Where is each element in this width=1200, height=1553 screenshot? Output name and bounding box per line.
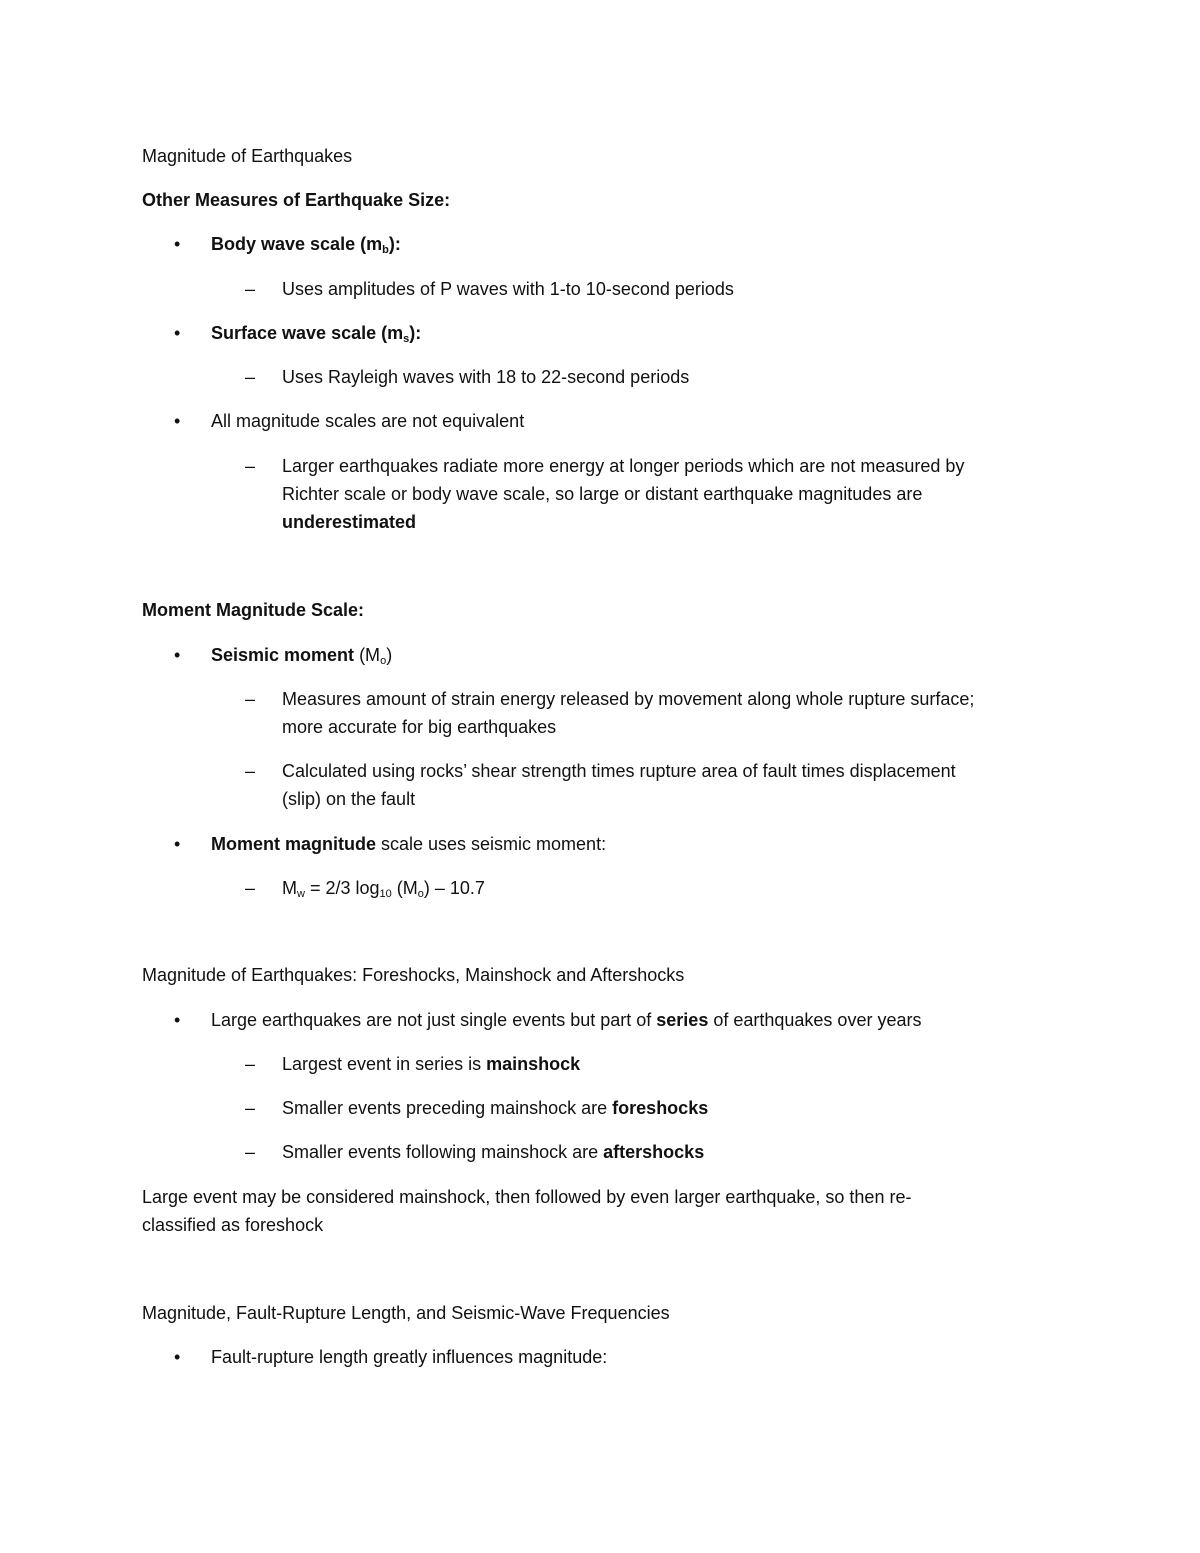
paragraph-reclassified-line2: classified as foreshock [142,1215,324,1235]
dash-icon: – [245,456,256,476]
bullet-icon: • [174,645,181,665]
paragraph-reclassified-line1: Large event may be considered mainshock, then followed by even larger earthquake, so then re- [142,1187,912,1207]
bullet-surface-wave-scale: Surface wave scale $(m_s)$: [211,323,422,345]
subitem-larger-earthquakes-line2: Richter scale or body wave scale, so large or distant earthquake magnitudes are [282,484,923,504]
bullet-icon: • [174,323,181,343]
subitem-calculated-line2: (slip) on the fault [282,789,416,809]
subitem-larger-earthquakes-line1: Larger earthquakes radiate more energy at longer periods which are not measured by [282,456,965,476]
dash-icon: – [245,1054,256,1074]
bullet-series-of-earthquakes: Large earthquakes are not just single events but part of series of earthquakes over years [211,1010,922,1030]
bullet-icon: • [174,1347,181,1367]
subitem-larger-earthquakes-line3: underestimated [282,512,417,532]
section-heading-other-measures: Other Measures of Earthquake Size: [142,190,451,210]
bullet-fault-rupture-length: Fault-rupture length greatly influences magnitude: [211,1347,608,1367]
dash-icon: – [245,761,256,781]
subitem-aftershocks: Smaller events following mainshock are aftershocks [282,1142,705,1162]
section-heading-foreshocks: Magnitude of Earthquakes: Foreshocks, Mainshock and Aftershocks [142,965,685,985]
section-heading-moment-magnitude: Moment Magnitude Scale: [142,600,365,620]
document-title: Magnitude of Earthquakes [142,146,353,166]
dash-icon: – [245,1098,256,1118]
bullet-scales-not-equivalent: All magnitude scales are not equivalent [211,411,525,431]
dash-icon: – [245,878,256,898]
section-heading-fault-rupture: Magnitude, Fault-Rupture Length, and Seismic-Wave Frequencies [142,1303,670,1323]
subitem-surface-wave-desc: Uses Rayleigh waves with 18 to 22-second periods [282,367,690,387]
subitem-strain-energy-line1: Measures amount of strain energy released by movement along whole rupture surface; [282,689,975,709]
dash-icon: – [245,689,256,709]
subitem-strain-energy-line2: more accurate for big earthquakes [282,717,557,737]
bullet-icon: • [174,834,181,854]
dash-icon: – [245,279,256,299]
subitem-foreshocks: Smaller events preceding mainshock are foreshocks [282,1098,709,1118]
formula-moment-magnitude: $M_w = 2/3$ $\log_{10} (M_o) - 10.7$ [282,878,485,900]
bullet-body-wave-scale: Body wave scale $(m_b)$: [211,234,401,256]
subitem-body-wave-desc: Uses amplitudes of P waves with 1-to 10-second periods [282,279,734,299]
bullet-icon: • [174,1010,181,1030]
bullet-seismic-moment: Seismic moment $(M_o)$ [211,645,393,667]
dash-icon: – [245,367,256,387]
subitem-mainshock: Largest event in series is mainshock [282,1054,581,1074]
bullet-moment-magnitude-scale: Moment magnitude scale uses seismic moment: [211,834,607,854]
bullet-icon: • [174,234,181,254]
dash-icon: – [245,1142,256,1162]
subitem-calculated-line1: Calculated using rocks’ shear strength times rupture area of fault times displacement [282,761,956,781]
bullet-icon: • [174,411,181,431]
